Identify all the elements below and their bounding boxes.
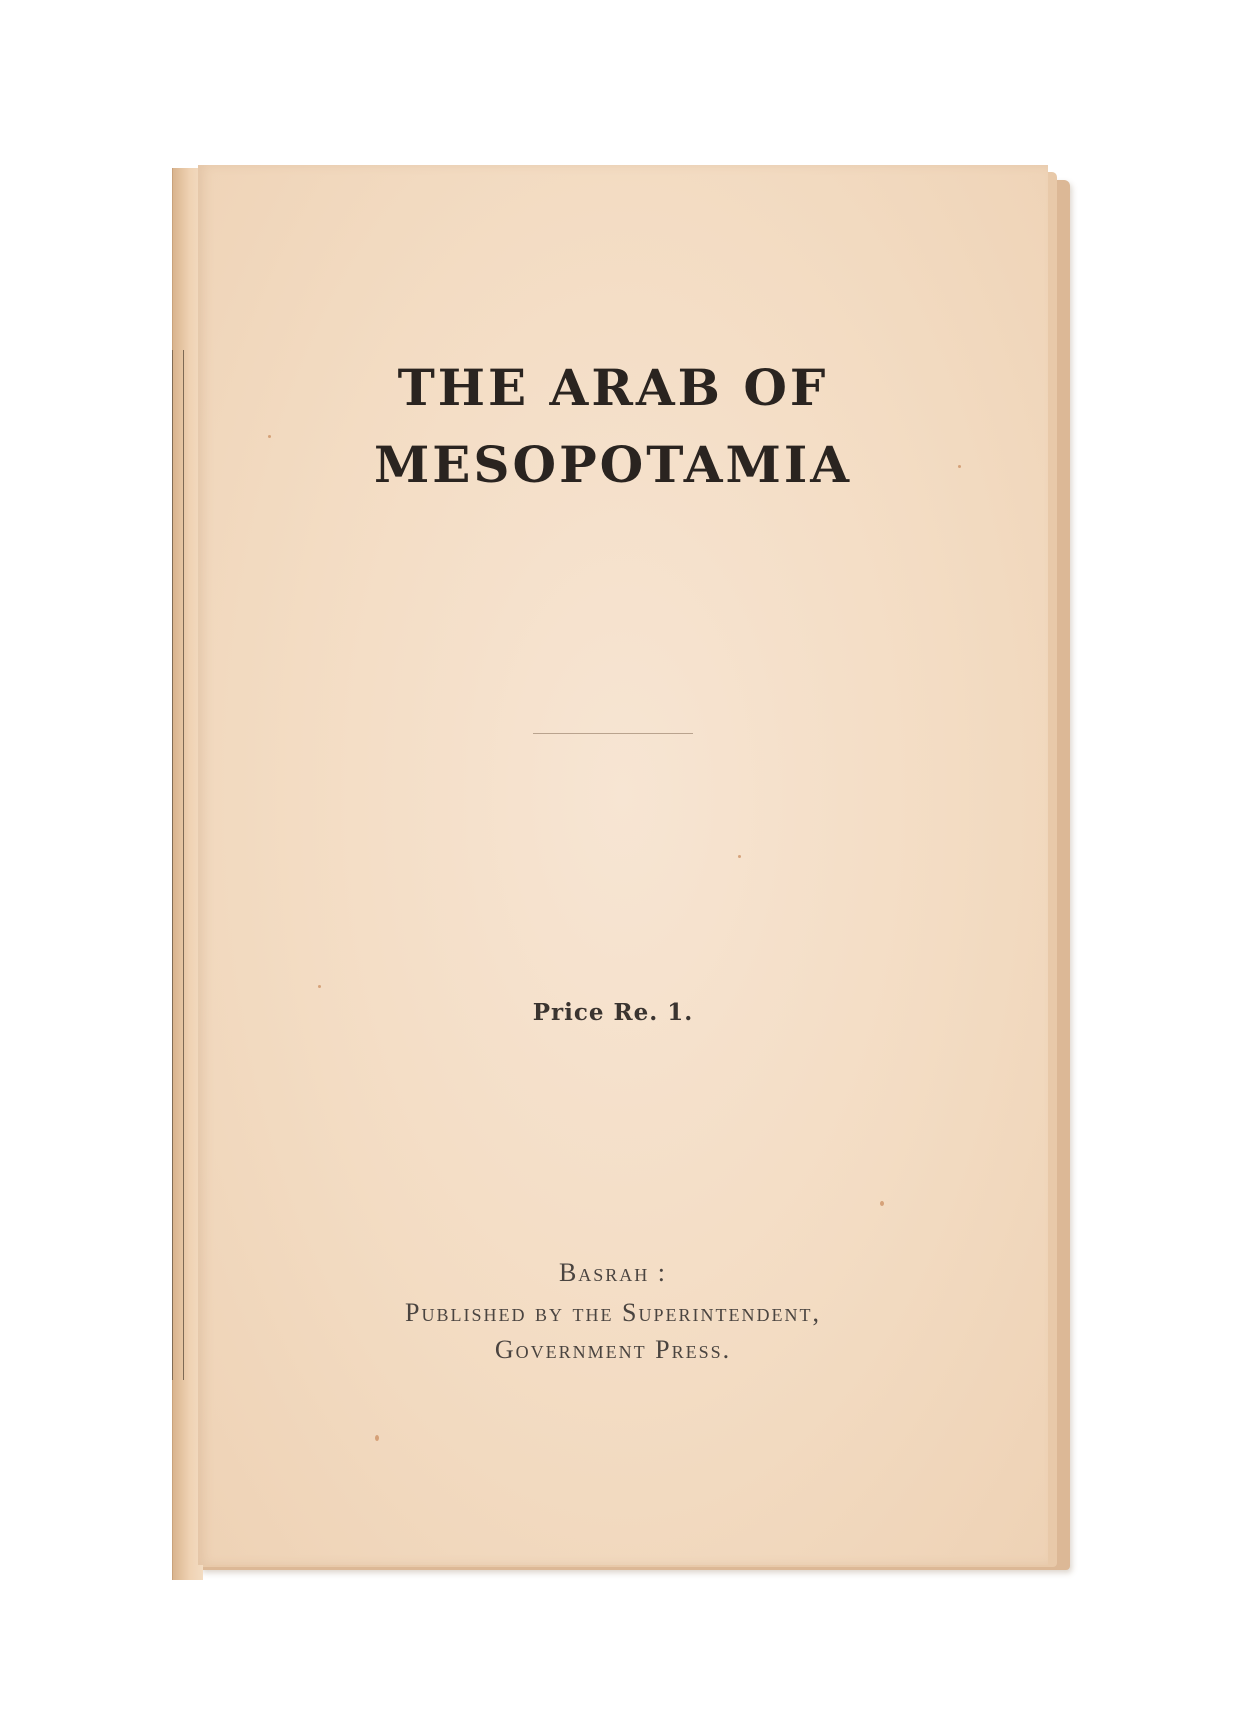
price-line: Price Re. 1. xyxy=(532,999,694,1026)
imprint-press: Government Press. xyxy=(494,1335,732,1364)
imprint-place: Basrah : xyxy=(558,1258,668,1287)
paper-speck xyxy=(318,985,321,988)
paper-speck xyxy=(375,1435,379,1441)
title-page xyxy=(198,165,1048,1565)
title-line-1: THE ARAB OF xyxy=(397,358,829,417)
paper-speck xyxy=(880,1201,884,1206)
title-rule xyxy=(533,733,693,734)
folded-map-edge xyxy=(172,350,184,1380)
imprint-publisher: Published by the Superintendent, xyxy=(405,1298,821,1327)
paper-speck xyxy=(268,435,271,438)
title-line-2: MESOPOTAMIA xyxy=(373,435,853,494)
paper-speck xyxy=(738,855,741,858)
